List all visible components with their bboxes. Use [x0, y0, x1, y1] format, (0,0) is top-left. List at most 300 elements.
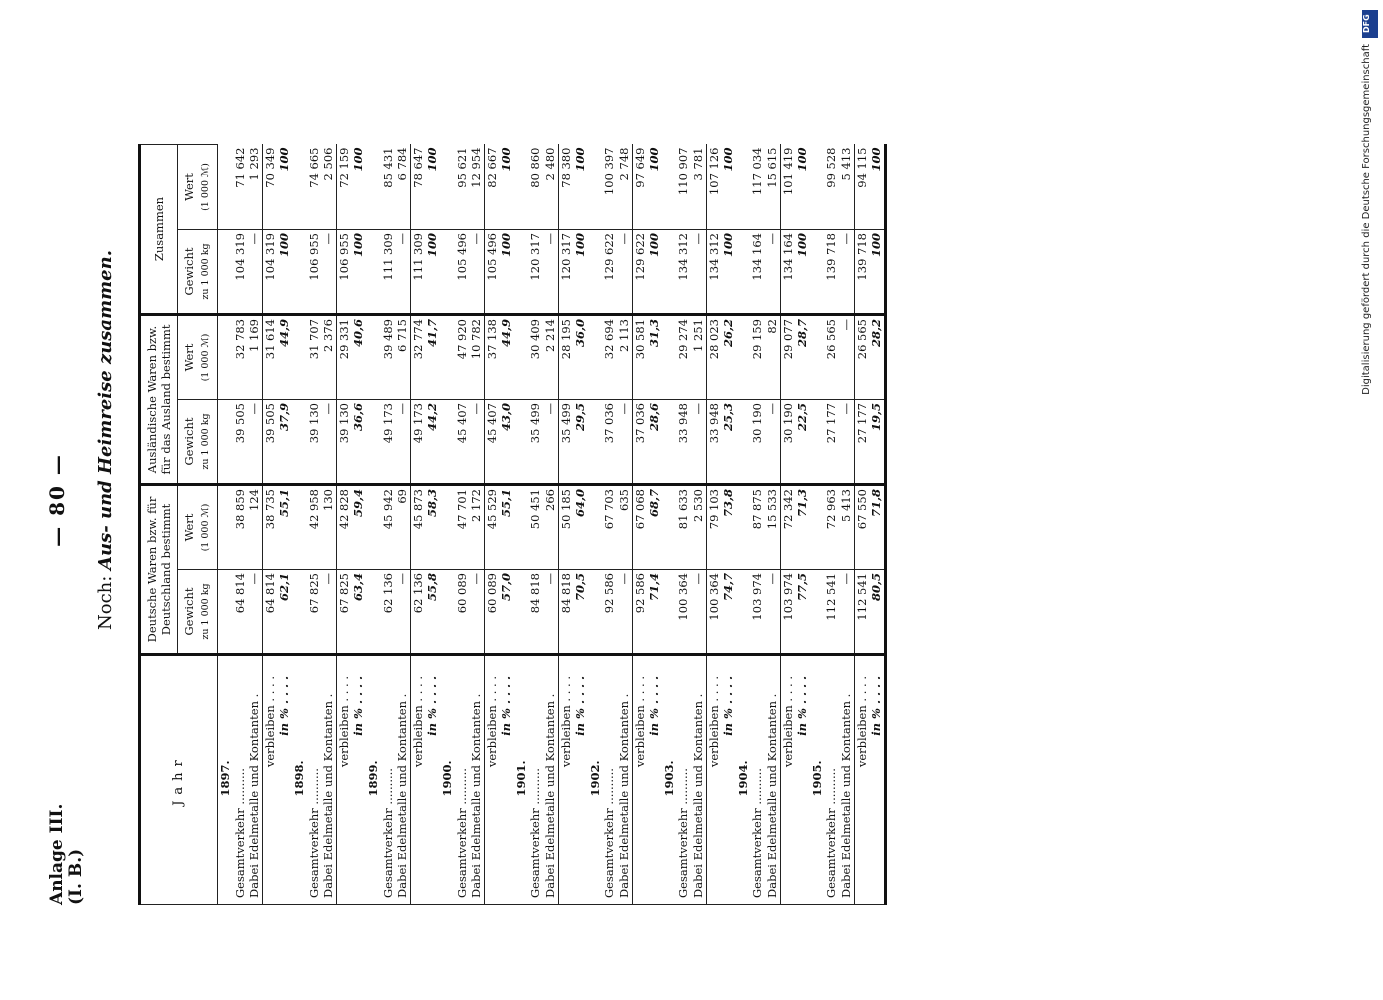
value-cell: 32 774 — [410, 315, 425, 400]
value-cell: 41,7 — [425, 315, 440, 400]
precious-metals-row — [321, 145, 336, 905]
value-cell: 72 342 — [780, 485, 795, 570]
row-label: verbleiben . . . . — [706, 655, 721, 905]
precious-metals-row — [543, 145, 558, 905]
empty-cell — [366, 315, 381, 400]
value-cell: 134 164 — [750, 230, 765, 315]
value-cell: 106 955 — [336, 230, 351, 315]
value-cell: 55,8 — [425, 570, 440, 655]
empty-cell — [440, 570, 455, 655]
value-cell: 32 783 — [233, 315, 248, 400]
value-cell: 100 — [351, 230, 366, 315]
appendix-title: Anlage III. — [47, 803, 67, 905]
empty-cell — [662, 315, 677, 400]
title-text: Aus- und Heimreise zusammen. — [95, 250, 116, 570]
value-cell: — — [469, 570, 484, 655]
row-label: in % . . . . — [277, 655, 292, 905]
value-cell: 100 — [573, 145, 588, 230]
year-row — [736, 145, 751, 905]
value-cell: 15 615 — [765, 145, 780, 230]
value-cell: 67 550 — [854, 485, 869, 570]
value-cell: 100 — [573, 230, 588, 315]
row-label: Gesamtverkehr .......... — [307, 655, 322, 905]
empty-cell — [514, 145, 529, 230]
precious-metals-row — [691, 145, 706, 905]
value-cell: 26 565 — [854, 315, 869, 400]
value-cell: 105 496 — [484, 230, 499, 315]
weight-unit: zu 1 000 kg — [200, 243, 211, 300]
total-traffic-row — [455, 145, 470, 905]
value-cell: 129 622 — [602, 230, 617, 315]
row-label: Gesamtverkehr .......... — [455, 655, 470, 905]
empty-cell — [588, 145, 603, 230]
value-cell: 100 — [425, 145, 440, 230]
empty-cell — [662, 230, 677, 315]
value-cell: 59,4 — [351, 485, 366, 570]
dfg-logo: DFG — [1362, 10, 1378, 38]
value-cell: 57,0 — [499, 570, 514, 655]
value-cell: 47 701 — [455, 485, 470, 570]
value-cell: 2 172 — [469, 485, 484, 570]
weight-label: Gewicht — [182, 417, 196, 466]
value-cell: 12 954 — [469, 145, 484, 230]
value-cell: 1 251 — [691, 315, 706, 400]
value-cell: 38 859 — [233, 485, 248, 570]
empty-cell — [366, 145, 381, 230]
value-cell: 82 667 — [484, 145, 499, 230]
value-cell: 44,2 — [425, 400, 440, 485]
value-cell: — — [543, 230, 558, 315]
value-cell: 2 113 — [617, 315, 632, 400]
value-cell: 39 505 — [233, 400, 248, 485]
value-cell: 37 138 — [484, 315, 499, 400]
value-cell: 36,6 — [351, 400, 366, 485]
value-cell: 31 707 — [307, 315, 322, 400]
value-cell: 43,0 — [499, 400, 514, 485]
value-cell: 72 963 — [824, 485, 839, 570]
row-label: Gesamtverkehr .......... — [602, 655, 617, 905]
value-cell: 58,3 — [425, 485, 440, 570]
row-label: in % . . . . — [647, 655, 662, 905]
value-cell: 100 — [721, 145, 736, 230]
row-label: Dabei Edelmetalle und Kontanten . — [617, 655, 632, 905]
value-cell: 79 103 — [706, 485, 721, 570]
empty-cell — [514, 400, 529, 485]
value-cell: 100 364 — [706, 570, 721, 655]
value-cell: 45 942 — [381, 485, 396, 570]
value-cell: 29 159 — [750, 315, 765, 400]
value-cell: 71,3 — [795, 485, 810, 570]
value-cell: 87 875 — [750, 485, 765, 570]
value-cell: — — [765, 570, 780, 655]
value-cell: 97 649 — [632, 145, 647, 230]
year-label: 1903. — [662, 655, 677, 905]
year-row — [514, 145, 529, 905]
row-label: in % . . . . — [425, 655, 440, 905]
empty-cell — [736, 570, 751, 655]
total-traffic-row — [750, 145, 765, 905]
row-label: Dabei Edelmetalle und Kontanten . — [321, 655, 336, 905]
value-cell: 37 036 — [632, 400, 647, 485]
year-row — [292, 145, 307, 905]
value-cell: 1 293 — [247, 145, 262, 230]
value-cell: — — [839, 570, 854, 655]
value-cell: 70 349 — [262, 145, 277, 230]
year-row — [366, 145, 381, 905]
value-cell: 25,3 — [721, 400, 736, 485]
remaining-row — [854, 145, 869, 905]
total-header: Zusammen — [140, 145, 178, 315]
value-cell: 50 451 — [528, 485, 543, 570]
value-cell: 92 586 — [632, 570, 647, 655]
value-cell: 50 185 — [558, 485, 573, 570]
value-cell: 3 781 — [691, 145, 706, 230]
value-cell: 99 528 — [824, 145, 839, 230]
value-cell: — — [617, 230, 632, 315]
value-cell: 111 309 — [381, 230, 396, 315]
row-label: verbleiben . . . . — [632, 655, 647, 905]
value-cell: 71 642 — [233, 145, 248, 230]
value-cell: 38 735 — [262, 485, 277, 570]
value-cell: 27 177 — [854, 400, 869, 485]
value-cell: 101 419 — [780, 145, 795, 230]
year-label: 1904. — [736, 655, 751, 905]
row-label: verbleiben . . . . — [854, 655, 869, 905]
value-cell: 100 — [277, 145, 292, 230]
percent-row — [573, 145, 588, 905]
year-row — [662, 145, 677, 905]
empty-cell — [366, 570, 381, 655]
value-cell: 68,7 — [647, 485, 662, 570]
empty-cell — [218, 145, 233, 230]
row-label: in % . . . . — [869, 655, 885, 905]
year-label: 1897. — [218, 655, 233, 905]
value-cell: 92 586 — [602, 570, 617, 655]
row-label: Dabei Edelmetalle und Kontanten . — [543, 655, 558, 905]
value-cell: 63,4 — [351, 570, 366, 655]
empty-cell — [810, 230, 825, 315]
value-cell: — — [765, 400, 780, 485]
row-label: in % . . . . — [721, 655, 736, 905]
empty-cell — [366, 400, 381, 485]
row-label: verbleiben . . . . — [780, 655, 795, 905]
trade-table — [138, 144, 887, 905]
value-cell: 84 818 — [528, 570, 543, 655]
empty-cell — [810, 315, 825, 400]
row-label: Gesamtverkehr .......... — [824, 655, 839, 905]
digitization-note-text: Digitalisierung gefördert durch die Deutsche Forschungsgemeinschaft — [1361, 44, 1372, 395]
year-label: 1898. — [292, 655, 307, 905]
value-cell: — — [395, 570, 410, 655]
value-cell: 112 541 — [824, 570, 839, 655]
value-cell: 44,9 — [277, 315, 292, 400]
value-cell: 69 — [395, 485, 410, 570]
year-column-header: Jahr — [140, 655, 218, 905]
precious-metals-row — [617, 145, 632, 905]
value-cell: 105 496 — [455, 230, 470, 315]
value-cell: 29,5 — [573, 400, 588, 485]
row-label: Gesamtverkehr .......... — [750, 655, 765, 905]
empty-cell — [292, 145, 307, 230]
value-unit: (1 000 ℳ) — [200, 503, 211, 552]
value-cell: 104 319 — [233, 230, 248, 315]
foreign-goods-header: Ausländische Waren bzw. für das Ausland bestimmt — [140, 315, 178, 485]
value-cell: 100 — [795, 230, 810, 315]
value-cell: 62,1 — [277, 570, 292, 655]
empty-cell — [662, 570, 677, 655]
value-cell: 2 506 — [321, 145, 336, 230]
digitization-note — [1359, 10, 1381, 395]
value-cell: 31 614 — [262, 315, 277, 400]
empty-cell — [366, 485, 381, 570]
value-cell: 71,8 — [869, 485, 885, 570]
empty-cell — [736, 400, 751, 485]
value-cell: 62 136 — [410, 570, 425, 655]
empty-cell — [514, 230, 529, 315]
precious-metals-row — [395, 145, 410, 905]
year-row — [440, 145, 455, 905]
empty-cell — [662, 485, 677, 570]
row-label: Gesamtverkehr .......... — [676, 655, 691, 905]
value-cell: 28,2 — [869, 315, 885, 400]
value-cell: 27 177 — [824, 400, 839, 485]
value-cell: 100 — [721, 230, 736, 315]
value-cell: 45 873 — [410, 485, 425, 570]
percent-row — [721, 145, 736, 905]
value-cell: 6 715 — [395, 315, 410, 400]
value-cell: — — [543, 400, 558, 485]
value-cell: 110 907 — [676, 145, 691, 230]
empty-cell — [218, 400, 233, 485]
value-cell: 45 407 — [484, 400, 499, 485]
precious-metals-row — [247, 145, 262, 905]
value-cell: 635 — [617, 485, 632, 570]
value-cell: 30 190 — [750, 400, 765, 485]
total-traffic-row — [381, 145, 396, 905]
value-cell: 42 958 — [307, 485, 322, 570]
year-row — [588, 145, 603, 905]
row-label: Dabei Edelmetalle und Kontanten . — [839, 655, 854, 905]
value-cell: 47 920 — [455, 315, 470, 400]
value-cell: 39 130 — [307, 400, 322, 485]
value-cell: — — [321, 570, 336, 655]
row-label: Gesamtverkehr .......... — [233, 655, 248, 905]
empty-cell — [218, 230, 233, 315]
value-cell: 120 317 — [558, 230, 573, 315]
year-label: 1901. — [514, 655, 529, 905]
value-cell: 139 718 — [854, 230, 869, 315]
value-cell: 29 077 — [780, 315, 795, 400]
value-header — [178, 485, 218, 570]
value-cell: 100 364 — [676, 570, 691, 655]
value-cell: 39 130 — [336, 400, 351, 485]
value-cell: 39 505 — [262, 400, 277, 485]
weight-header — [178, 230, 218, 315]
value-cell: — — [617, 400, 632, 485]
empty-cell — [588, 400, 603, 485]
title-prefix: Noch: — [95, 575, 116, 630]
value-cell: — — [691, 400, 706, 485]
value-cell: — — [765, 230, 780, 315]
remaining-row — [632, 145, 647, 905]
total-traffic-row — [233, 145, 248, 905]
value-cell: 77,5 — [795, 570, 810, 655]
percent-row — [869, 145, 885, 905]
value-cell: 30 190 — [780, 400, 795, 485]
empty-cell — [218, 485, 233, 570]
row-label: verbleiben . . . . — [336, 655, 351, 905]
empty-cell — [218, 570, 233, 655]
table-title — [95, 250, 116, 630]
empty-cell — [588, 570, 603, 655]
empty-cell — [514, 485, 529, 570]
value-cell: 31,3 — [647, 315, 662, 400]
remaining-row — [336, 145, 351, 905]
value-cell: 85 431 — [381, 145, 396, 230]
value-cell: 100 397 — [602, 145, 617, 230]
value-cell: 37 036 — [602, 400, 617, 485]
value-cell: 120 317 — [528, 230, 543, 315]
value-cell: 55,1 — [277, 485, 292, 570]
value-cell: 2 748 — [617, 145, 632, 230]
value-cell: 134 312 — [706, 230, 721, 315]
value-label: Wert — [182, 513, 196, 542]
page-number: — 80 — — [45, 453, 69, 547]
empty-cell — [736, 145, 751, 230]
value-cell: 266 — [543, 485, 558, 570]
value-cell: 100 — [647, 145, 662, 230]
value-cell: 5 413 — [839, 145, 854, 230]
value-cell: 117 034 — [750, 145, 765, 230]
empty-cell — [810, 145, 825, 230]
value-cell: 40,6 — [351, 315, 366, 400]
trade-table-container — [138, 75, 1228, 905]
row-label: in % . . . . — [573, 655, 588, 905]
value-cell: 64 814 — [233, 570, 248, 655]
value-header — [178, 315, 218, 400]
value-cell: 62 136 — [381, 570, 396, 655]
value-cell: 19,5 — [869, 400, 885, 485]
empty-cell — [292, 400, 307, 485]
value-cell: 78 380 — [558, 145, 573, 230]
value-cell: 103 974 — [780, 570, 795, 655]
value-cell: — — [469, 400, 484, 485]
value-cell: — — [691, 570, 706, 655]
value-cell: 107 126 — [706, 145, 721, 230]
value-label: Wert — [182, 343, 196, 372]
remaining-row — [780, 145, 795, 905]
empty-cell — [366, 230, 381, 315]
row-label: verbleiben . . . . — [558, 655, 573, 905]
row-label: Dabei Edelmetalle und Kontanten . — [469, 655, 484, 905]
weight-label: Gewicht — [182, 587, 196, 636]
value-cell: 28,7 — [795, 315, 810, 400]
value-cell: 1 169 — [247, 315, 262, 400]
value-cell: 45 407 — [455, 400, 470, 485]
empty-cell — [440, 400, 455, 485]
remaining-row — [484, 145, 499, 905]
value-cell: 100 — [869, 145, 885, 230]
empty-cell — [440, 230, 455, 315]
value-cell: 100 — [499, 145, 514, 230]
value-cell: 67 703 — [602, 485, 617, 570]
value-cell: — — [543, 570, 558, 655]
row-label: Gesamtverkehr .......... — [381, 655, 396, 905]
empty-cell — [514, 570, 529, 655]
table-body — [218, 145, 886, 905]
value-cell: — — [321, 400, 336, 485]
value-cell: 100 — [647, 230, 662, 315]
empty-cell — [810, 570, 825, 655]
row-label: in % . . . . — [795, 655, 810, 905]
value-cell: 100 — [795, 145, 810, 230]
value-cell: 32 694 — [602, 315, 617, 400]
weight-unit: zu 1 000 kg — [200, 413, 211, 470]
value-cell: — — [247, 400, 262, 485]
value-cell: — — [395, 230, 410, 315]
value-cell: 26 565 — [824, 315, 839, 400]
value-cell: 2 530 — [691, 485, 706, 570]
percent-row — [499, 145, 514, 905]
empty-cell — [736, 315, 751, 400]
total-traffic-row — [824, 145, 839, 905]
value-cell: 80 860 — [528, 145, 543, 230]
value-cell: 55,1 — [499, 485, 514, 570]
value-cell: 72 159 — [336, 145, 351, 230]
remaining-row — [558, 145, 573, 905]
row-label: Dabei Edelmetalle und Kontanten . — [247, 655, 262, 905]
empty-cell — [810, 485, 825, 570]
percent-row — [277, 145, 292, 905]
value-cell: 44,9 — [499, 315, 514, 400]
value-cell: 49 173 — [381, 400, 396, 485]
value-cell: 45 529 — [484, 485, 499, 570]
value-cell: 74,7 — [721, 570, 736, 655]
empty-cell — [588, 315, 603, 400]
value-cell: 139 718 — [824, 230, 839, 315]
total-traffic-row — [676, 145, 691, 905]
value-cell: 100 — [425, 230, 440, 315]
weight-header — [178, 570, 218, 655]
value-header — [178, 145, 218, 230]
remaining-row — [262, 145, 277, 905]
value-cell: 103 974 — [750, 570, 765, 655]
value-cell: 35 499 — [558, 400, 573, 485]
value-cell: 28 195 — [558, 315, 573, 400]
total-traffic-row — [307, 145, 322, 905]
empty-cell — [736, 230, 751, 315]
value-cell: 71,4 — [647, 570, 662, 655]
row-label: Dabei Edelmetalle und Kontanten . — [691, 655, 706, 905]
precious-metals-row — [765, 145, 780, 905]
empty-cell — [514, 315, 529, 400]
value-cell: 78 647 — [410, 145, 425, 230]
value-cell: 80,5 — [869, 570, 885, 655]
value-cell: 100 — [869, 230, 885, 315]
value-cell: 134 312 — [676, 230, 691, 315]
row-label: Dabei Edelmetalle und Kontanten . — [765, 655, 780, 905]
precious-metals-row — [839, 145, 854, 905]
remaining-row — [706, 145, 721, 905]
value-cell: 104 319 — [262, 230, 277, 315]
value-cell: 35 499 — [528, 400, 543, 485]
empty-cell — [440, 485, 455, 570]
row-label: Gesamtverkehr .......... — [528, 655, 543, 905]
weight-unit: zu 1 000 kg — [200, 583, 211, 640]
value-cell: — — [469, 230, 484, 315]
remaining-row — [410, 145, 425, 905]
value-cell: 100 — [277, 230, 292, 315]
